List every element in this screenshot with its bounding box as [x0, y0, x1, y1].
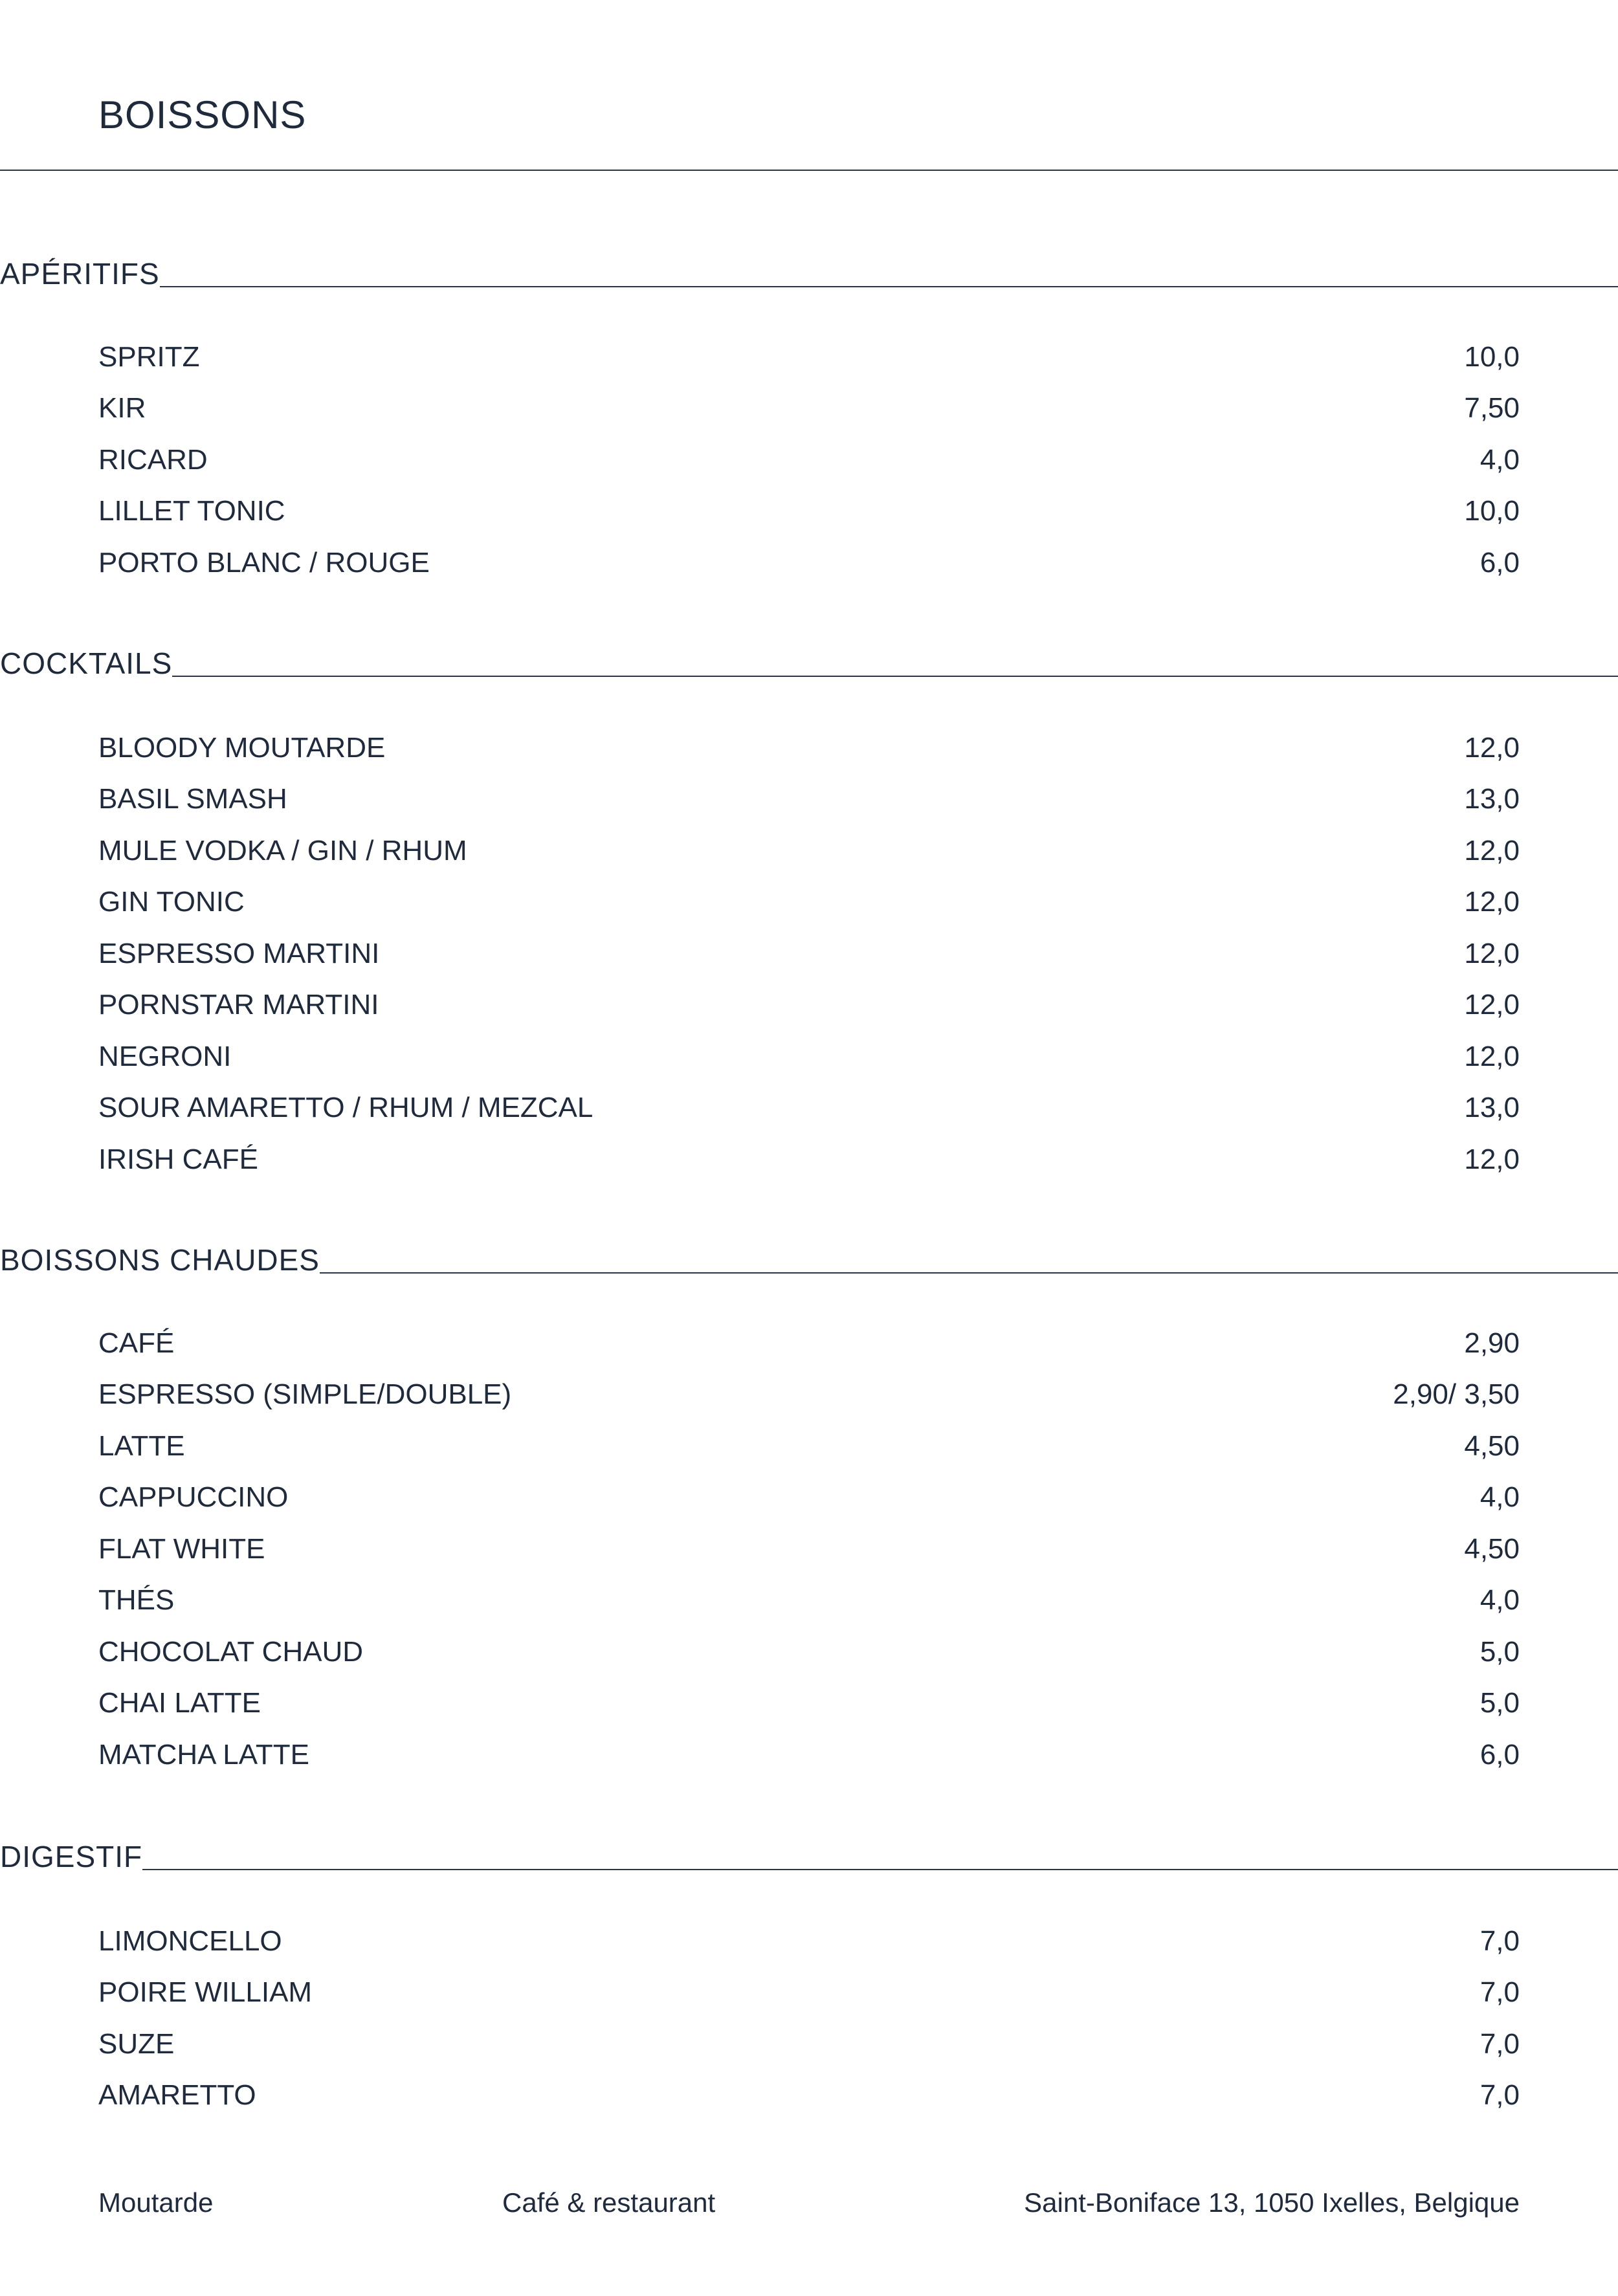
item-list [98, 722, 1520, 1186]
item-price: 13,0 [1464, 783, 1520, 815]
footer-venue-type: Café & restaurant [502, 2187, 716, 2218]
menu-item [98, 1420, 1520, 1472]
menu-item [98, 1083, 1520, 1134]
item-price: 12,0 [1464, 937, 1520, 969]
item-name: GIN TONIC [98, 886, 245, 918]
page-title: BOISSONS [98, 93, 307, 137]
item-name: AMARETTO [98, 2079, 256, 2112]
item-list [98, 331, 1520, 589]
item-price: 12,0 [1464, 1040, 1520, 1072]
item-name: RICARD [98, 443, 208, 476]
section-title: COCKTAILS [0, 646, 173, 680]
section-cocktails [0, 642, 1618, 1175]
menu-item [98, 928, 1520, 980]
item-price: 7,0 [1479, 2027, 1520, 2060]
section-title: APÉRITIFS [0, 257, 160, 291]
menu-item [98, 1575, 1520, 1627]
item-name: CAPPUCCINO [98, 1481, 289, 1514]
section-divider [160, 286, 1618, 287]
section-divider [320, 1272, 1618, 1274]
item-price: 7,50 [1464, 392, 1520, 425]
item-price: 5,0 [1479, 1687, 1520, 1719]
item-name: CHOCOLAT CHAUD [98, 1635, 364, 1668]
section-aperitifs [0, 252, 1618, 579]
section-divider [172, 676, 1618, 677]
menu-item [98, 1915, 1520, 1967]
menu-item [98, 1134, 1520, 1186]
item-price: 12,0 [1464, 989, 1520, 1021]
menu-item [98, 2018, 1520, 2070]
section-header [0, 1239, 1618, 1277]
menu-item [98, 722, 1520, 774]
menu-item [98, 1369, 1520, 1421]
item-name: LIMONCELLO [98, 1925, 282, 1957]
item-price: 12,0 [1464, 731, 1520, 764]
item-name: KIR [98, 392, 146, 425]
section-header [0, 642, 1618, 681]
menu-item [98, 1472, 1520, 1524]
menu-item [98, 825, 1520, 877]
item-name: POIRE WILLIAM [98, 1976, 313, 2009]
item-price: 4,50 [1464, 1532, 1520, 1565]
item-name: FLAT WHITE [98, 1532, 265, 1565]
item-name: PORNSTAR MARTINI [98, 989, 379, 1021]
item-list [98, 1915, 1520, 2121]
menu-item [98, 774, 1520, 826]
item-price: 12,0 [1464, 834, 1520, 867]
item-price: 6,0 [1479, 1738, 1520, 1771]
item-name: LATTE [98, 1429, 185, 1462]
section-header [0, 252, 1618, 291]
item-price: 7,0 [1479, 1925, 1520, 1957]
menu-item [98, 383, 1520, 435]
item-price: 2,90 [1464, 1327, 1520, 1359]
menu-item [98, 331, 1520, 383]
item-price: 7,0 [1479, 1976, 1520, 2009]
item-name: SPRITZ [98, 340, 200, 373]
item-name: ESPRESSO (SIMPLE/DOUBLE) [98, 1378, 512, 1411]
menu-item [98, 1318, 1520, 1369]
item-price: 4,0 [1479, 443, 1520, 476]
item-price: 12,0 [1464, 1143, 1520, 1175]
item-price: 6,0 [1479, 546, 1520, 579]
item-price: 7,0 [1479, 2079, 1520, 2112]
item-name: CHAI LATTE [98, 1687, 261, 1719]
section-title: BOISSONS CHAUDES [0, 1243, 320, 1277]
item-price: 4,50 [1464, 1429, 1520, 1462]
item-price: 4,0 [1479, 1584, 1520, 1617]
item-price: 12,0 [1464, 886, 1520, 918]
footer-brand: Moutarde [98, 2187, 214, 2218]
item-name: BASIL SMASH [98, 783, 287, 815]
menu-item [98, 877, 1520, 929]
item-price: 10,0 [1464, 340, 1520, 373]
menu-item [98, 1626, 1520, 1678]
item-name: NEGRONI [98, 1040, 232, 1072]
item-list [98, 1318, 1520, 1781]
page-footer [98, 2187, 1520, 2226]
item-name: CAFÉ [98, 1327, 175, 1359]
footer-address: Saint-Boniface 13, 1050 Ixelles, Belgique [1024, 2187, 1520, 2218]
section-boissons-chaudes [0, 1239, 1618, 1771]
menu-item [98, 1031, 1520, 1083]
menu-item [98, 980, 1520, 1032]
item-name: MATCHA LATTE [98, 1738, 309, 1771]
section-title: DIGESTIF [0, 1840, 143, 1873]
item-price: 4,0 [1479, 1481, 1520, 1514]
item-name: MULE VODKA / GIN / RHUM [98, 834, 467, 867]
menu-item [98, 1729, 1520, 1781]
title-divider [0, 170, 1618, 171]
item-price: 13,0 [1464, 1092, 1520, 1124]
menu-item [98, 1967, 1520, 2019]
menu-item [98, 434, 1520, 486]
item-name: PORTO BLANC / ROUGE [98, 546, 430, 579]
item-name: THÉS [98, 1584, 175, 1617]
item-name: LILLET TONIC [98, 495, 285, 527]
section-divider [142, 1869, 1618, 1870]
item-price: 10,0 [1464, 495, 1520, 527]
menu-item [98, 486, 1520, 538]
item-price: 2,90/ 3,50 [1393, 1378, 1520, 1411]
section-header [0, 1835, 1618, 1874]
item-price: 5,0 [1479, 1635, 1520, 1668]
menu-item [98, 537, 1520, 589]
item-name: BLOODY MOUTARDE [98, 731, 386, 764]
item-name: SOUR AMARETTO / RHUM / MEZCAL [98, 1092, 593, 1124]
item-name: SUZE [98, 2027, 175, 2060]
item-name: ESPRESSO MARTINI [98, 937, 380, 969]
item-name: IRISH CAFÉ [98, 1143, 258, 1175]
menu-item [98, 2070, 1520, 2122]
menu-item [98, 1678, 1520, 1730]
section-digestif [0, 1835, 1618, 2112]
menu-item [98, 1523, 1520, 1575]
